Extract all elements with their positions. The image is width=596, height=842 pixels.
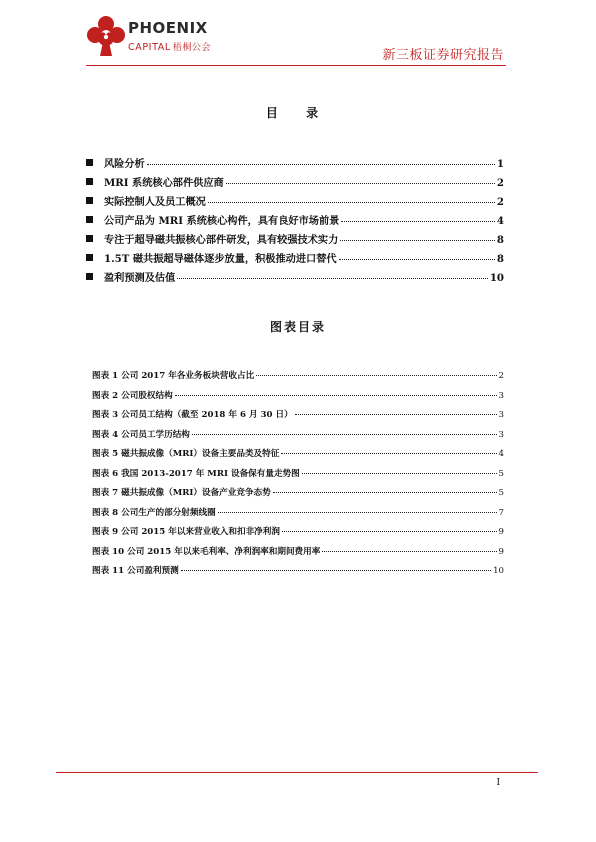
toc-entry-label: 实际控制人及员工概况 [104, 196, 206, 208]
toc-entry-label: 风险分析 [104, 158, 145, 170]
figures-index [92, 369, 504, 584]
square-bullet-icon [86, 178, 93, 185]
square-bullet-icon [86, 197, 93, 204]
dot-leader [226, 183, 495, 184]
dot-leader [282, 531, 497, 532]
toc-entry-page: 4 [496, 215, 504, 227]
toc-entry-label: 盈利预测及估值 [104, 272, 176, 284]
phoenix-logo-icon [86, 14, 126, 58]
dot-leader [175, 395, 497, 396]
dot-leader [218, 512, 497, 513]
toc-entry-page: 10 [489, 272, 504, 284]
table-of-contents [86, 155, 504, 288]
dot-leader [281, 453, 496, 454]
figure-entry[interactable] [92, 428, 504, 448]
figure-entry[interactable] [92, 447, 504, 467]
figure-entry-page: 4 [498, 449, 504, 459]
toc-entry-page: 1 [496, 158, 504, 170]
figure-entry-label: 图表 10 公司 2015 年以来毛利率、净利润率和期间费用率 [92, 546, 321, 557]
toc-entry[interactable] [86, 155, 504, 174]
figure-entry[interactable] [92, 389, 504, 409]
dot-leader [340, 240, 495, 241]
square-bullet-icon [86, 216, 93, 223]
toc-entry[interactable] [86, 250, 504, 269]
toc-entry[interactable] [86, 231, 504, 250]
logo-subtitle-cn: 梧桐公会 [172, 43, 212, 53]
figure-entry-page: 3 [498, 390, 504, 401]
figure-entry-page: 3 [498, 410, 504, 420]
toc-entry-label: 公司产品为 MRI 系统核心构件，具有良好市场前景 [104, 215, 340, 227]
figure-entry-label: 图表 9 公司 2015 年以来营业收入和扣非净利润 [92, 527, 280, 537]
figure-entry[interactable] [92, 506, 504, 526]
figure-entry-label: 图表 8 公司生产的部分射频线圈 [92, 507, 216, 518]
square-bullet-icon [86, 273, 93, 280]
dot-leader [341, 221, 495, 222]
logo-wordmark: PHOENIX [128, 19, 208, 37]
phoenix-capital-logo [86, 14, 236, 62]
toc-heading: 目 录 [265, 106, 331, 120]
square-bullet-icon [86, 235, 93, 242]
figure-entry-page: 10 [493, 566, 504, 576]
figure-entry-label: 图表 5 磁共振成像（MRI）设备主要品类及特征 [92, 449, 280, 459]
figure-entry-page: 9 [498, 527, 504, 537]
figure-entry-label: 图表 11 公司盈利预测 [92, 566, 179, 576]
figure-entry-page: 2 [498, 371, 504, 381]
toc-entry-page: 2 [496, 196, 504, 208]
figure-entry[interactable] [92, 564, 504, 584]
page-number: I [496, 778, 500, 788]
figures-index-heading: 图表目录 [269, 320, 326, 334]
figure-entry[interactable] [92, 545, 504, 565]
figure-entry-label: 图表 2 公司股权结构 [92, 390, 173, 401]
figure-entry[interactable] [92, 408, 504, 428]
toc-entry[interactable] [86, 269, 504, 288]
square-bullet-icon [86, 159, 93, 166]
dot-leader [256, 375, 496, 376]
figure-entry[interactable] [92, 369, 504, 389]
toc-entry-page: 8 [496, 253, 504, 265]
dot-leader [192, 434, 497, 435]
header-divider [86, 65, 506, 66]
dot-leader [295, 414, 497, 415]
dot-leader [208, 202, 495, 203]
square-bullet-icon [86, 254, 93, 261]
figure-entry-label: 图表 4 公司员工学历结构 [92, 429, 190, 440]
figure-entry-page: 5 [498, 468, 504, 479]
logo-subtitle-en: CAPITAL [128, 42, 171, 53]
page-header [0, 0, 596, 70]
figure-entry[interactable] [92, 486, 504, 506]
figure-entry-page: 9 [498, 546, 504, 557]
dot-leader [181, 570, 491, 571]
dot-leader [147, 164, 495, 165]
logo-subtitle [128, 40, 211, 53]
figure-entry[interactable] [92, 467, 504, 487]
figure-entry-label: 图表 7 磁共振成像（MRI）设备产业竞争态势 [92, 488, 271, 498]
figure-entry[interactable] [92, 525, 504, 545]
dot-leader [322, 551, 496, 552]
toc-entry[interactable] [86, 174, 504, 193]
toc-entry[interactable] [86, 212, 504, 231]
report-type-title: 新三板证券研究报告 [382, 48, 504, 63]
figure-entry-page: 7 [498, 507, 504, 518]
toc-entry-page: 2 [496, 177, 504, 189]
toc-entry-label: 1.5T 磁共振超导磁体逐步放量，积极推动进口替代 [104, 253, 337, 265]
toc-entry[interactable] [86, 193, 504, 212]
dot-leader [177, 278, 488, 279]
figure-entry-page: 5 [498, 488, 504, 498]
toc-entry-label: 专注于超导磁共振核心部件研发，具有较强技术实力 [104, 234, 339, 246]
toc-entry-page: 8 [496, 234, 504, 246]
dot-leader [302, 473, 497, 474]
dot-leader [273, 492, 497, 493]
figure-entry-label: 图表 1 公司 2017 年各业务板块营收占比 [92, 371, 255, 381]
dot-leader [339, 259, 495, 260]
footer-divider [56, 772, 538, 773]
figure-entry-page: 3 [498, 429, 504, 440]
figure-entry-label: 图表 6 我国 2013-2017 年 MRI 设备保有量走势图 [92, 468, 300, 479]
toc-entry-label: MRI 系统核心部件供应商 [104, 177, 224, 189]
figure-entry-label: 图表 3 公司员工结构（截至 2018 年 6 月 30 日） [92, 410, 293, 420]
